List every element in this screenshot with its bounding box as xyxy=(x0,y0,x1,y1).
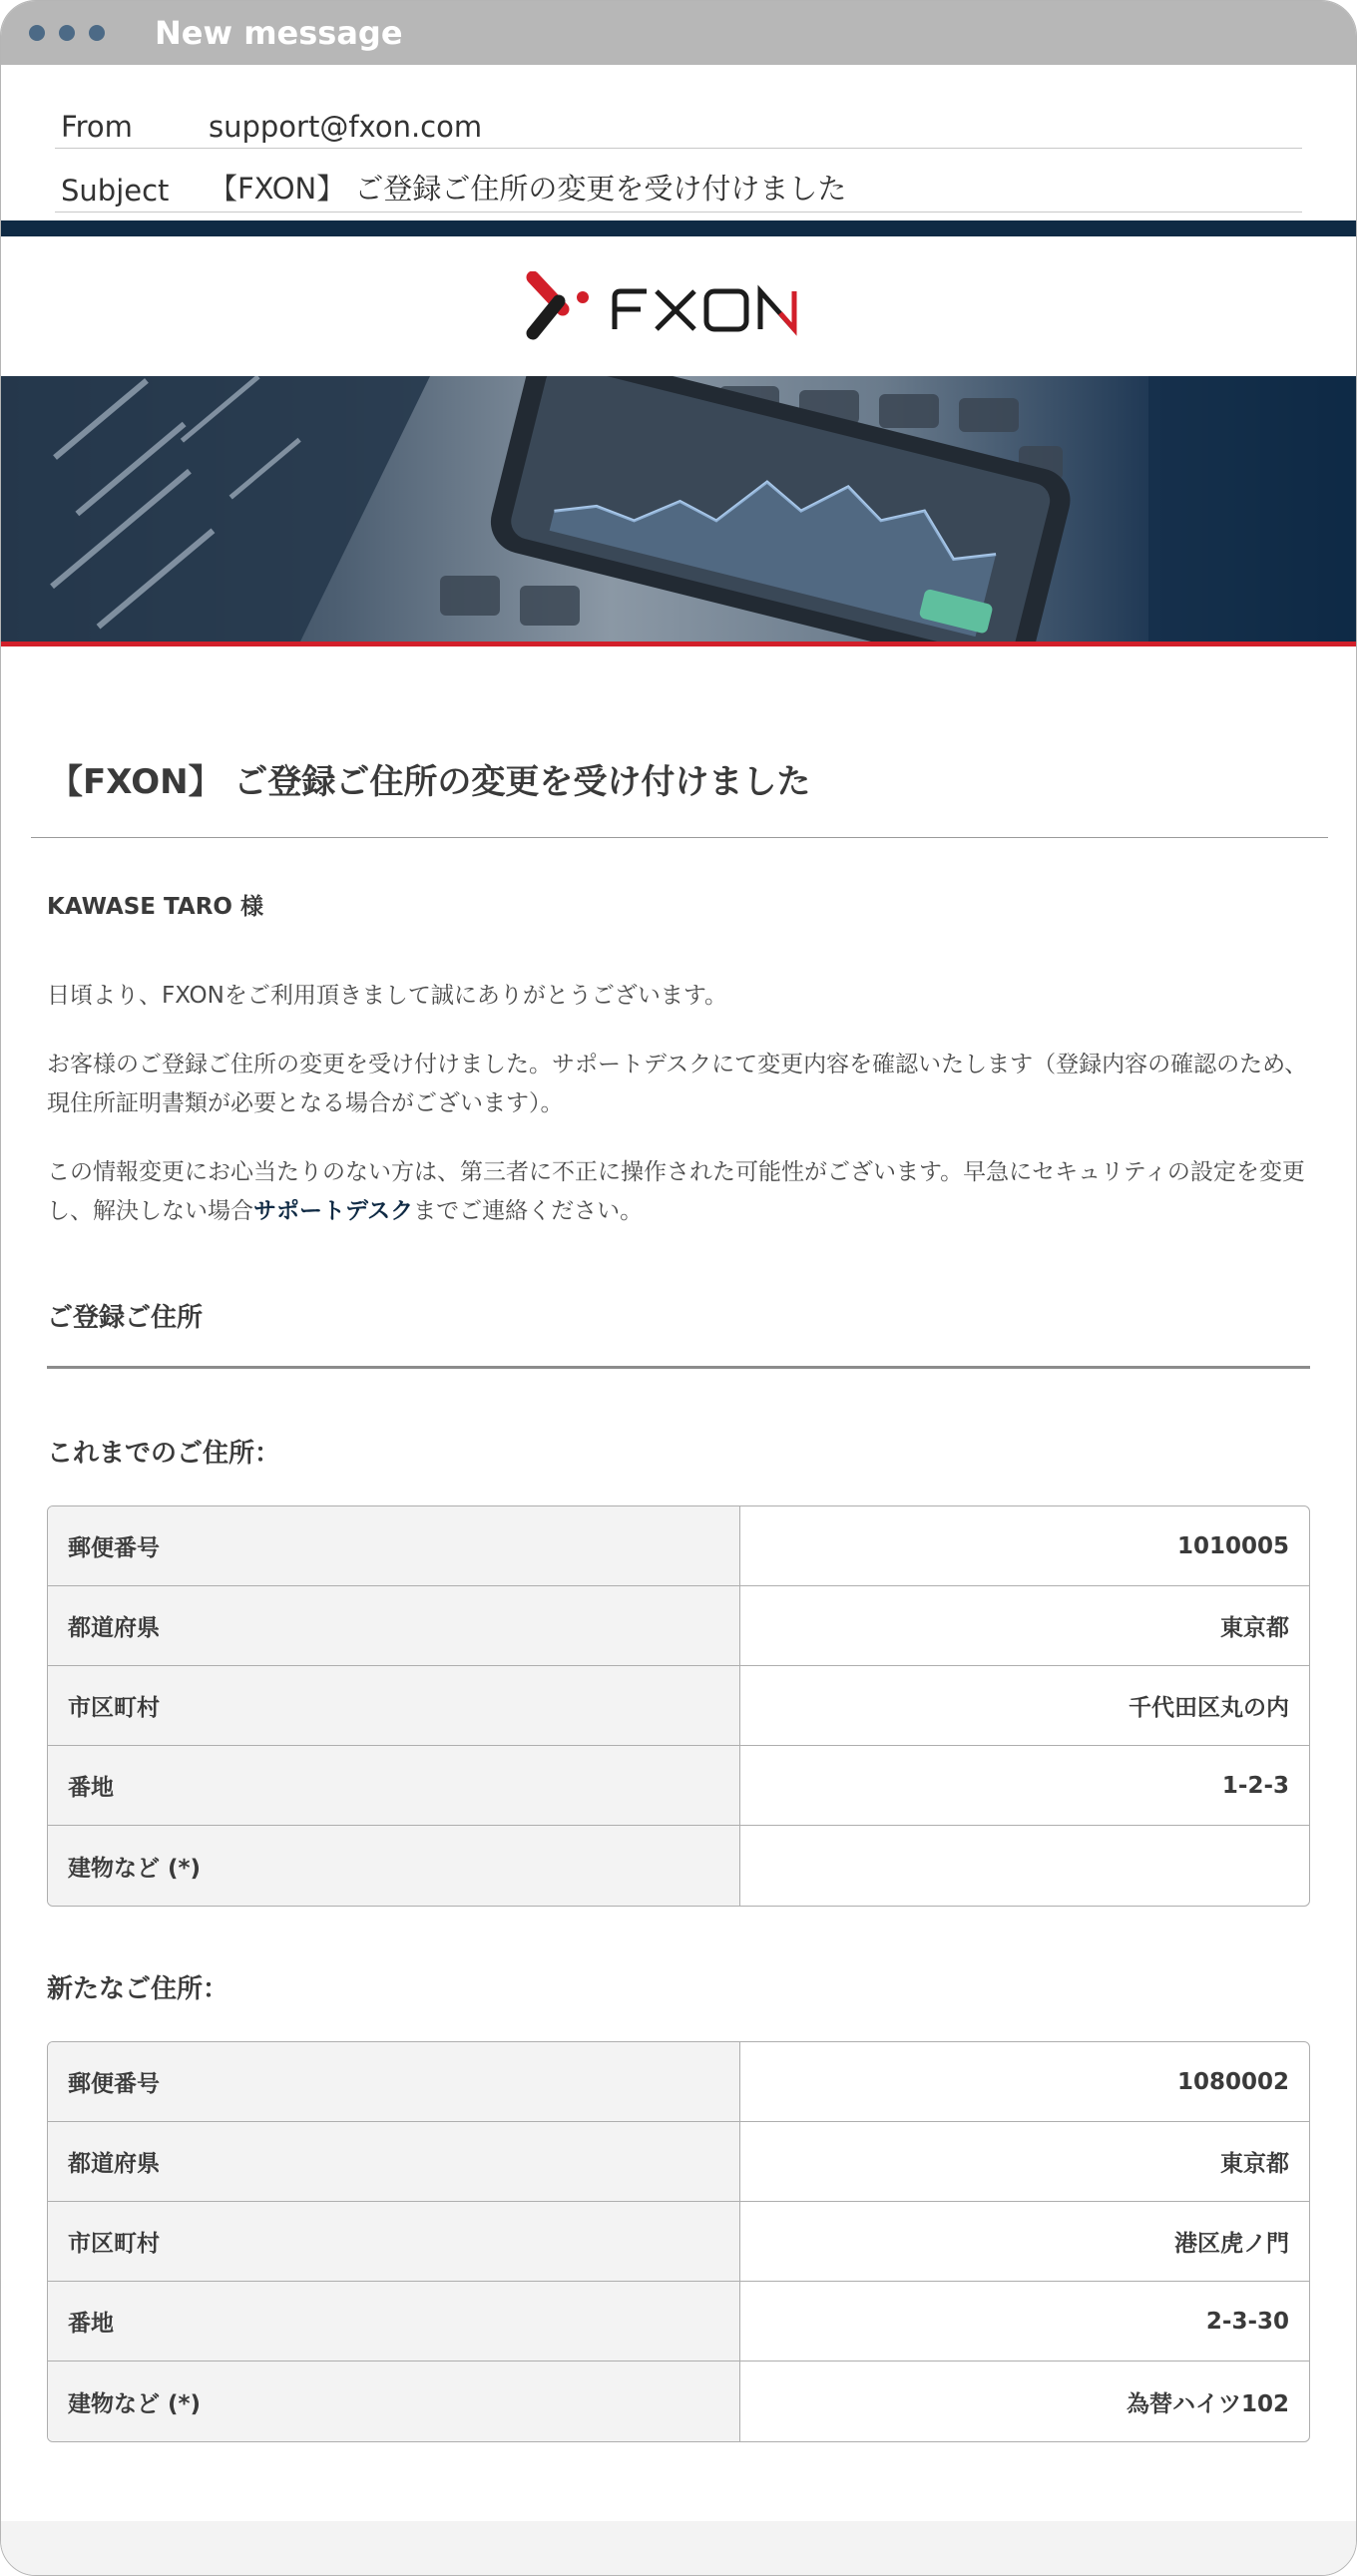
street-number-label: 番地 xyxy=(48,2282,740,2361)
table-row xyxy=(48,1666,1309,1746)
fxon-logo xyxy=(519,271,838,341)
table-row xyxy=(48,2282,1309,2361)
recipient-greeting: KAWASE TARO 様 xyxy=(47,894,263,920)
security-text-after: までご連絡ください。 xyxy=(413,1198,644,1224)
building-value xyxy=(740,1826,1309,1906)
email-body xyxy=(1,754,1356,814)
from-label: From xyxy=(61,110,133,144)
prefecture-label: 都道府県 xyxy=(48,1586,740,1666)
hero-illustration xyxy=(1,376,1356,642)
table-row xyxy=(48,1506,1309,1586)
subject-row xyxy=(55,157,1302,213)
table-row xyxy=(48,2202,1309,2282)
building-label: 建物など (*) xyxy=(48,1826,740,1906)
postal-code-value: 1010005 xyxy=(740,1506,1309,1586)
city-label: 市区町村 xyxy=(48,2202,740,2282)
window-minimize-button[interactable] xyxy=(59,25,75,41)
section-title-address: ご登録ご住所 xyxy=(47,1303,204,1333)
prefecture-label: 都道府県 xyxy=(48,2122,740,2202)
old-address-table xyxy=(47,1505,1310,1907)
old-address-title: これまでのご住所： xyxy=(47,1439,281,1469)
support-desk-link[interactable]: サポートデスク xyxy=(253,1198,414,1224)
logo-wordmark xyxy=(615,291,794,329)
street-number-label: 番地 xyxy=(48,1746,740,1826)
table-row xyxy=(48,2122,1309,2202)
email-headers xyxy=(1,65,1356,220)
table-row xyxy=(48,2042,1309,2122)
title-bar xyxy=(1,1,1356,65)
city-value: 千代田区丸の内 xyxy=(740,1666,1309,1746)
brand-bar xyxy=(1,220,1356,236)
security-text-before: この情報変更にお心当たりのない方は、第三者に不正に操作された可能性がございます。早急にセキュリティの設定を変更し、解決しない場合 xyxy=(47,1159,1305,1224)
new-address-title: 新たなご住所： xyxy=(47,1974,229,2004)
postal-code-value: 1080002 xyxy=(740,2042,1309,2122)
building-label: 建物など (*) xyxy=(48,2361,740,2441)
from-value[interactable]: support@fxon.com xyxy=(209,110,483,144)
table-row xyxy=(48,1746,1309,1826)
street-number-value: 1-2-3 xyxy=(740,1746,1309,1826)
subject-value: 【FXON】 ご登録ご住所の変更を受け付けました xyxy=(209,172,847,206)
table-row xyxy=(48,2361,1309,2441)
postal-code-label: 郵便番号 xyxy=(48,1506,740,1586)
prefecture-value: 東京都 xyxy=(740,1586,1309,1666)
title-divider xyxy=(31,837,1328,838)
building-value: 為替ハイツ102 xyxy=(1126,2390,1289,2417)
window-maximize-button[interactable] xyxy=(89,25,105,41)
notice-paragraph: お客様のご登録ご住所の変更を受け付けました。サポートデスクにて変更内容を確認いたします（登録内容の確認のため、現住所証明書類が必要となる場合がございます）。 xyxy=(47,1052,1308,1116)
table-row xyxy=(48,1826,1309,1906)
message-content xyxy=(1,888,1356,2442)
table-row xyxy=(48,1586,1309,1666)
email-footer xyxy=(1,2521,1356,2575)
from-row xyxy=(55,93,1302,149)
section-divider xyxy=(47,1366,1310,1369)
prefecture-value: 東京都 xyxy=(740,2122,1309,2202)
intro-paragraph: 日頃より、FXONをご利用頂きまして誠にありがとうございます。 xyxy=(47,983,727,1009)
new-address-table xyxy=(47,2041,1310,2442)
city-value: 港区虎ノ門 xyxy=(740,2202,1309,2282)
window-title: New message xyxy=(155,14,403,52)
email-main-title: 【FXON】 ご登録ご住所の変更を受け付けました xyxy=(49,762,811,802)
postal-code-label: 郵便番号 xyxy=(48,2042,740,2122)
subject-label: Subject xyxy=(61,174,170,208)
logo-area xyxy=(1,236,1356,376)
hero-banner-image xyxy=(1,376,1356,646)
security-paragraph xyxy=(47,1153,1310,1231)
city-label: 市区町村 xyxy=(48,1666,740,1746)
street-number-value: 2-3-30 xyxy=(740,2282,1309,2361)
window-close-button[interactable] xyxy=(29,25,45,41)
